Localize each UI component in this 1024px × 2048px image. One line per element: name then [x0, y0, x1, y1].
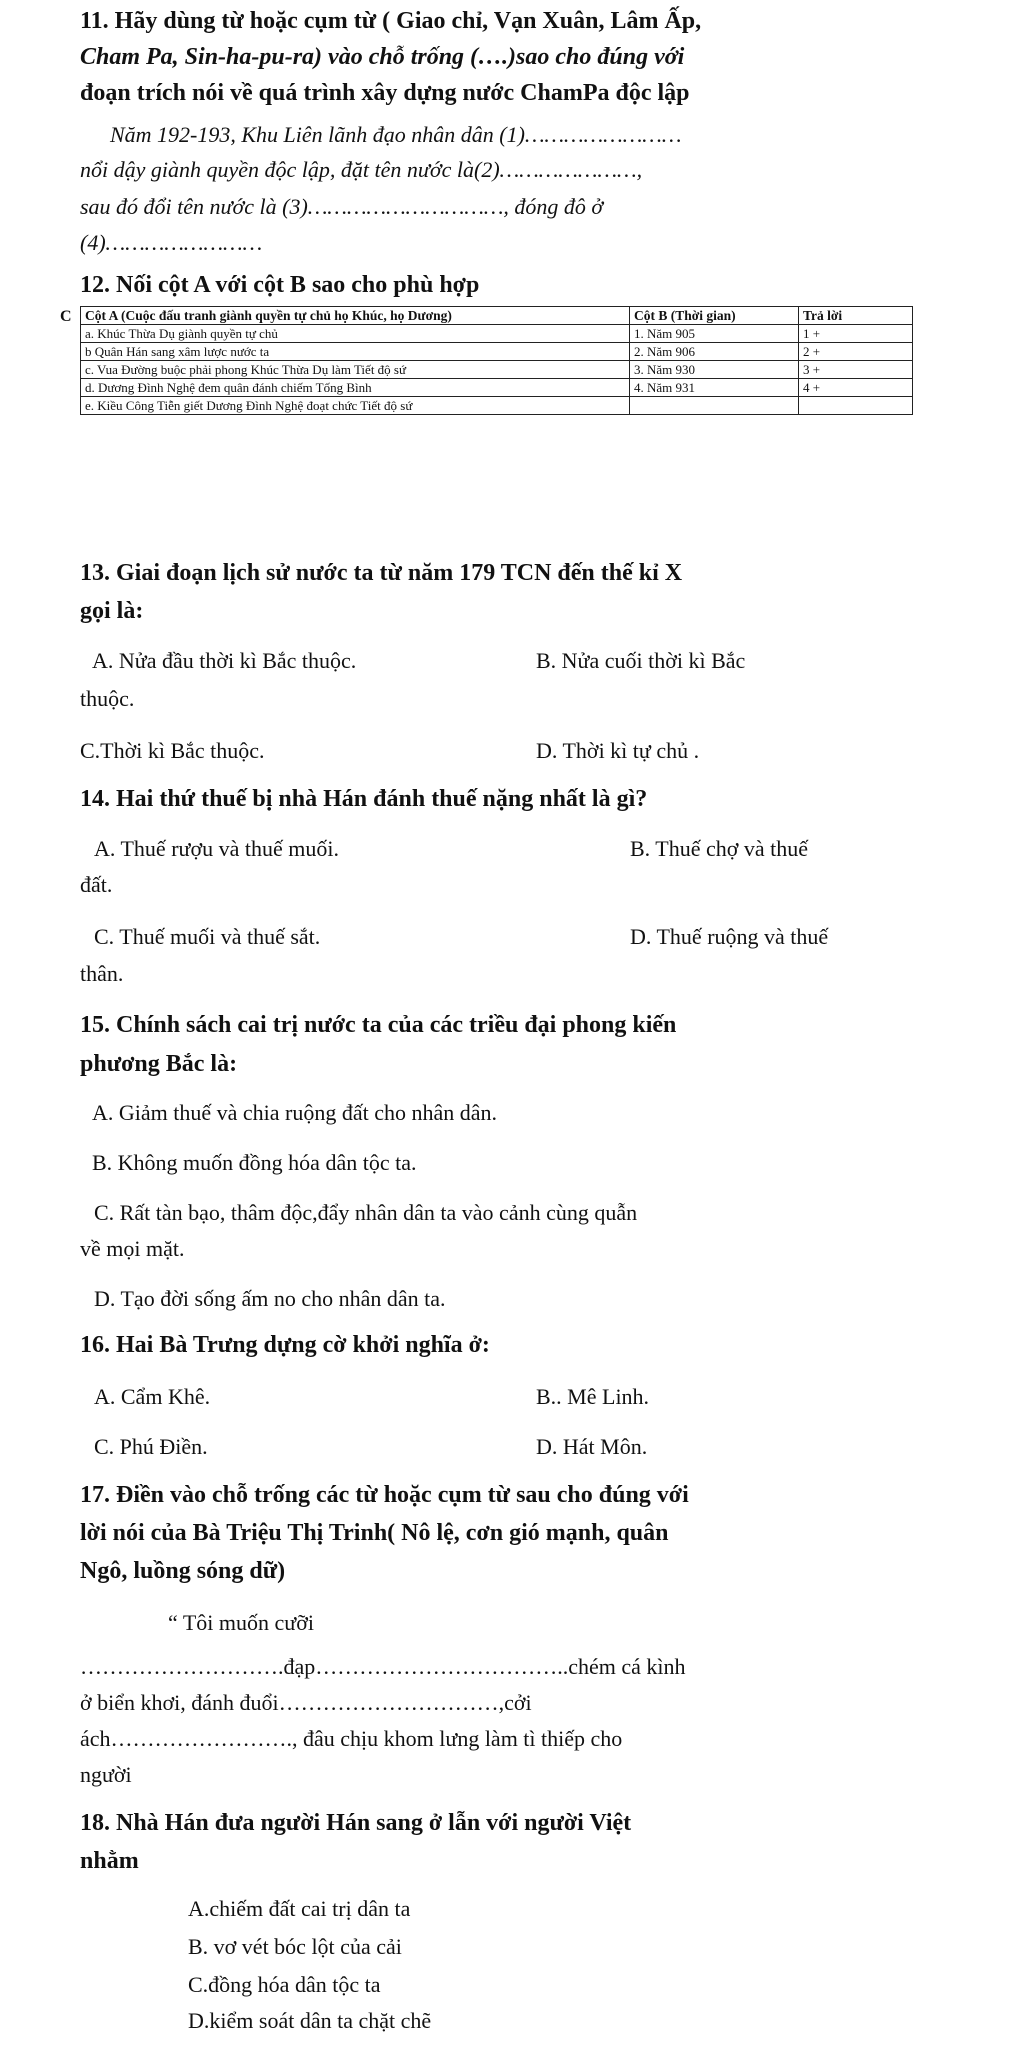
q16-title: 16. Hai Bà Trưng dựng cờ khởi nghĩa ở:	[80, 1332, 490, 1358]
q18-option-c: C.đồng hóa dân tộc ta	[188, 1972, 381, 1997]
table-row	[81, 325, 913, 343]
q13-option-b: B. Nửa cuối thời kì Bắc	[536, 648, 746, 673]
answer-column-header: Trả lời	[799, 307, 913, 325]
column-a-header: Cột A (Cuộc đấu tranh giành quyền tự chủ họ Khúc, họ Dương)	[81, 307, 630, 325]
q18-option-a: A.chiếm đất cai trị dân ta	[188, 1896, 411, 1921]
table-cell: 3. Năm 930	[630, 361, 799, 379]
q16-option-a: A. Cẩm Khê.	[94, 1384, 211, 1409]
q11-body-line-4: (4)……………………	[80, 230, 263, 255]
q18-option-b: B. vơ vét bóc lột của cải	[188, 1934, 402, 1959]
table-cell: b Quân Hán sang xâm lược nước ta	[81, 343, 630, 361]
q17-body-line-2: ……………………….đạp……………………………..chém cá kình	[80, 1654, 686, 1679]
q15-option-d: D. Tạo đời sống ấm no cho nhân dân ta.	[94, 1286, 446, 1311]
q15-option-b: B. Không muốn đồng hóa dân tộc ta.	[92, 1150, 417, 1175]
q13-title-line-2: gọi là:	[80, 598, 144, 624]
table-cell: a. Khúc Thừa Dụ giành quyền tự chủ	[81, 325, 630, 343]
q11-title-line-2: Cham Pa, Sin-ha-pu-ra) vào chỗ trống (….)sao cho đúng với	[80, 44, 685, 70]
q15-option-c-cont: về mọi mặt.	[80, 1236, 185, 1261]
q11-body-line-1: Năm 192-193, Khu Liên lãnh đạo nhân dân (1)……………………	[110, 122, 682, 147]
q13-option-b-cont: thuộc.	[80, 686, 135, 711]
q17-body-line-3: ở biển khơi, đánh đuổi…………………………,cởi	[80, 1690, 532, 1715]
q15-option-a: A. Giảm thuế và chia ruộng đất cho nhân dân.	[92, 1100, 498, 1125]
q18-title-line-2: nhằm	[80, 1848, 139, 1874]
q15-option-c: C. Rất tàn bạo, thâm độc,đẩy nhân dân ta vào cảnh cùng quẫn	[94, 1200, 638, 1225]
q17-title-line-1: 17. Điền vào chỗ trống các từ hoặc cụm từ sau cho đúng với	[80, 1482, 689, 1508]
q12-title: 12. Nối cột A với cột B sao cho phù hợp	[80, 272, 480, 298]
q13-option-c: C.Thời kì Bắc thuộc.	[80, 738, 265, 763]
q14-option-c: C. Thuế muối và thuế sắt.	[94, 924, 321, 949]
table-cell: 1. Năm 905	[630, 325, 799, 343]
table-cell: 4. Năm 931	[630, 379, 799, 397]
q15-title-line-1: 15. Chính sách cai trị nước ta của các triều đại phong kiến	[80, 1012, 677, 1038]
table-cell	[630, 397, 799, 415]
q11-title-line-3: đoạn trích nói về quá trình xây dựng nước ChamPa độc lập	[80, 80, 690, 106]
q11-body-line-2: nổi dậy giành quyền độc lập, đặt tên nước là(2)…………………,	[80, 157, 643, 182]
table-cell	[799, 397, 913, 415]
q11-body-line-3: sau đó đổi tên nước là (3)…………………………, đóng đô ở	[80, 194, 604, 219]
table-header-row	[81, 307, 913, 325]
table-row	[81, 397, 913, 415]
table-cell: 3 +	[799, 361, 913, 379]
q17-title-line-3: Ngô, luồng sóng dữ)	[80, 1558, 286, 1584]
table-row	[81, 379, 913, 397]
q17-body-line-4: ách……………………., đâu chịu khom lưng làm tì thiếp cho	[80, 1726, 623, 1751]
column-b-header: Cột B (Thời gian)	[630, 307, 799, 325]
q17-body-line-1: “ Tôi muốn cưỡi	[168, 1610, 314, 1635]
q15-title-line-2: phương Bắc là:	[80, 1051, 238, 1077]
q13-title-line-1: 13. Giai đoạn lịch sử nước ta từ năm 179 TCN đến thế kỉ X	[80, 560, 683, 586]
table-cell: 4 +	[799, 379, 913, 397]
q13-option-a: A. Nửa đầu thời kì Bắc thuộc.	[92, 648, 357, 673]
q14-option-d: D. Thuế ruộng và thuế	[630, 924, 829, 949]
q16-option-c: C. Phú Điền.	[94, 1434, 208, 1459]
q16-option-d: D. Hát Môn.	[536, 1434, 648, 1459]
table-cell: 1 +	[799, 325, 913, 343]
table-row	[81, 343, 913, 361]
q18-option-d: D.kiểm soát dân ta chặt chẽ	[188, 2008, 432, 2033]
q17-title-line-2: lời nói của Bà Triệu Thị Trinh( Nô lệ, cơn gió mạnh, quân	[80, 1520, 669, 1546]
q14-option-a: A. Thuế rượu và thuế muối.	[94, 836, 339, 861]
q14-option-b-cont: đất.	[80, 872, 113, 897]
table-cell: 2 +	[799, 343, 913, 361]
table-row	[81, 361, 913, 379]
table-cell: 2. Năm 906	[630, 343, 799, 361]
q14-title: 14. Hai thứ thuế bị nhà Hán đánh thuế nặng nhất là gì?	[80, 786, 648, 812]
table-cell: e. Kiều Công Tiễn giết Dương Đình Nghệ đoạt chức Tiết độ sứ	[81, 397, 630, 415]
q13-option-d: D. Thời kì tự chủ .	[536, 738, 700, 763]
table-cell: d. Dương Đình Nghệ đem quân đánh chiếm Tống Bình	[81, 379, 630, 397]
table-left-fragment: C	[60, 308, 72, 325]
q14-option-d-cont: thân.	[80, 961, 124, 986]
q14-option-b: B. Thuế chợ và thuế	[630, 836, 809, 861]
q17-body-line-5: người	[80, 1762, 132, 1787]
q18-title-line-1: 18. Nhà Hán đưa người Hán sang ở lẫn với người Việt	[80, 1810, 632, 1836]
q16-option-b: B.. Mê Linh.	[536, 1384, 650, 1409]
matching-table	[80, 306, 913, 415]
table-cell: c. Vua Đường buộc phải phong Khúc Thừa Dụ làm Tiết độ sứ	[81, 361, 630, 379]
q11-title-line-1: 11. Hãy dùng từ hoặc cụm từ ( Giao chỉ, Vạn Xuân, Lâm Ấp,	[80, 8, 702, 34]
